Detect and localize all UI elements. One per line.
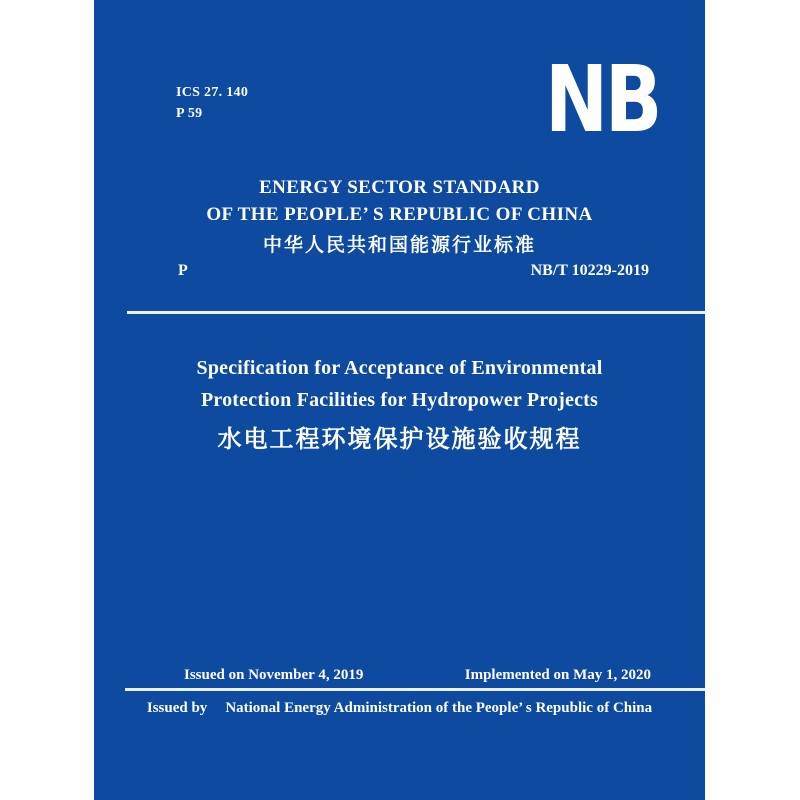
title-zh: 水电工程环境保护设施验收规程	[217, 427, 582, 453]
code-row-prefix: P	[178, 262, 188, 279]
standard-number: NB/T 10229-2019	[530, 262, 649, 279]
issued-by-row	[94, 700, 705, 717]
title-en-line2: Protection Facilities for Hydropower Projects	[200, 389, 599, 411]
issued-by-value: National Energy Administration of the People’ s Republic of China	[225, 700, 653, 716]
heading-zh: 中华人民共和国能源行业标准	[262, 235, 536, 256]
top-horizontal-rule	[127, 311, 705, 314]
issued-by-label: Issued by	[146, 700, 208, 716]
standard-title	[94, 352, 705, 455]
heading-en-line2: OF THE PEOPLE’ S REPUBLIC OF CHINA	[206, 204, 593, 225]
heading-en-line1: ENERGY SECTOR STANDARD	[259, 177, 540, 198]
title-en-line1: Specification for Acceptance of Environmental	[196, 357, 603, 379]
implemented-on-date: Implemented on May 1, 2020	[464, 667, 651, 683]
dates-row	[184, 667, 651, 684]
ics-code: ICS 27. 140	[176, 85, 249, 100]
nb-logo: NB	[544, 46, 659, 153]
standard-code-row	[178, 262, 649, 280]
standard-heading	[94, 174, 705, 258]
issued-on-date: Issued on November 4, 2019	[184, 667, 364, 683]
china-class-code: P 59	[176, 106, 203, 121]
standard-cover-page	[94, 0, 705, 800]
bottom-horizontal-rule	[125, 688, 705, 691]
classification-codes	[176, 82, 248, 124]
